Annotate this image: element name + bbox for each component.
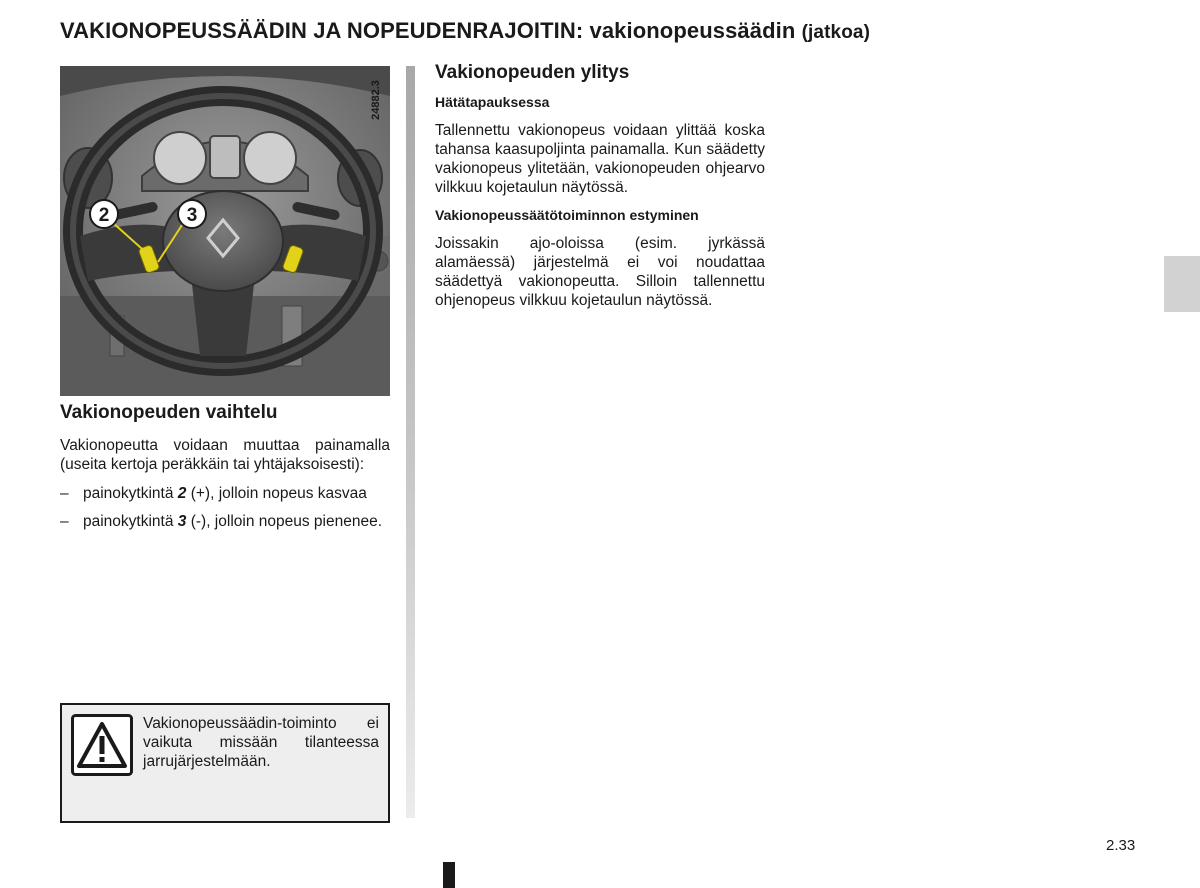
- steering-wheel-illustration: [60, 66, 390, 396]
- right-column: [435, 62, 765, 310]
- cruise-inhibited-paragraph: Joissakin ajo-oloissa (esim. jyrkässä alamäessä) järjestelmä ei voi noudattaa säädettyä vakionopeutta. Silloin tallennettu ohjenopeus vilkkuu kojetaulun näytössä.: [435, 235, 765, 309]
- switch-ref-2: 2: [177, 485, 187, 502]
- column-divider: [406, 66, 415, 818]
- figure-reference-label: 24882.3: [370, 80, 383, 120]
- page-title: [60, 18, 1160, 44]
- list-item-text: painokytkintä 3 (-), jolloin nopeus pienenee.: [83, 513, 383, 530]
- section-heading-exceeding-speed: Vakionopeuden ylitys: [435, 62, 630, 83]
- list-item-text: painokytkintä 2 (+), jolloin nopeus kasvaa: [83, 485, 367, 502]
- warning-triangle-icon: [71, 714, 133, 776]
- list-item: [60, 484, 390, 503]
- callout-3: [178, 200, 206, 228]
- callout-2-label: 2: [98, 205, 110, 226]
- switch-ref-3: 3: [177, 513, 187, 530]
- subheading-cruise-inhibited: Vakionopeussäätötoiminnon estyminen: [435, 207, 699, 223]
- callout-2: [90, 200, 118, 228]
- list-dash: –: [60, 485, 69, 502]
- figure-reference: [362, 76, 390, 124]
- section-heading-speed-variation: Vakionopeuden vaihtelu: [60, 402, 278, 423]
- page-edge-mark: [443, 862, 455, 888]
- warning-text: Vakionopeussäädin-toiminto ei vaikuta missään tilanteessa jarrujärjestelmään.: [143, 715, 379, 770]
- page-number: 2.33: [1106, 837, 1136, 854]
- subheading-emergency: Hätätapauksessa: [435, 94, 550, 110]
- emergency-paragraph: Tallennettu vakionopeus voidaan ylittää koska tahansa kaasupoljinta painamalla. Kun säädetty vakionopeus ylitetään, vakionopeuden ohjearvo vilkkuu kojetaulun näytössä.: [435, 122, 765, 196]
- chapter-tab: [1164, 256, 1200, 312]
- left-column: [60, 402, 390, 531]
- warning-box: [60, 703, 390, 823]
- page-title-suffix: (jatkoa): [801, 22, 870, 43]
- speed-variation-intro: Vakionopeutta voidaan muuttaa painamalla (useita kertoja peräkkäin tai yhtäjaksoisesti):: [60, 437, 390, 473]
- list-item: [60, 512, 390, 531]
- list-dash: –: [60, 513, 69, 530]
- page-title-main: VAKIONOPEUSSÄÄDIN JA NOPEUDENRAJOITIN: vakionopeussäädin: [60, 18, 796, 43]
- callout-3-label: 3: [186, 205, 198, 226]
